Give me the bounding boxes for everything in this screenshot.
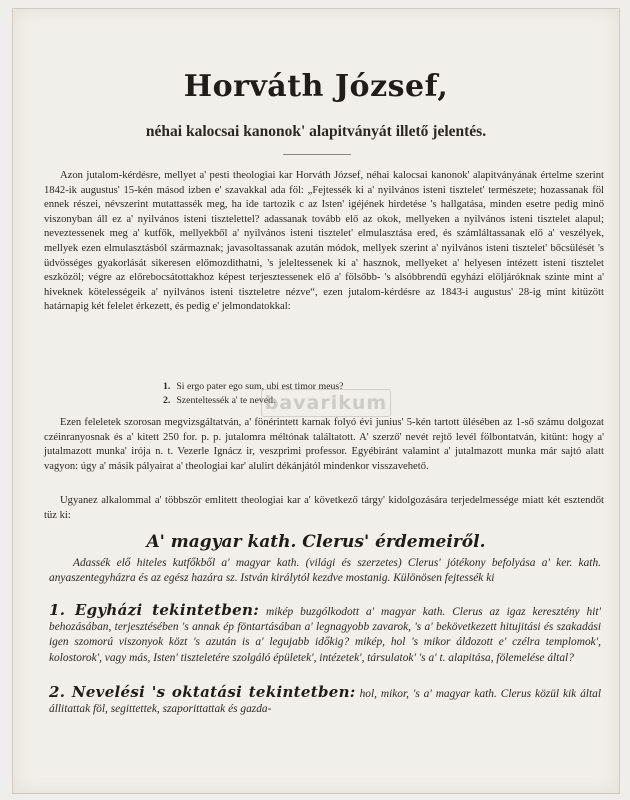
watermark-stamp: bavarikum (261, 389, 391, 417)
motto-number: 2. (163, 395, 171, 406)
topic-heading: A' magyar kath. Clerus' érdemeiről. (146, 532, 486, 552)
motto-item (163, 395, 276, 406)
document-page (12, 8, 620, 794)
section-1-heading: 1. Egyházi tekintetben: (49, 601, 260, 619)
paragraph-result: Ezen feleletek szorosan megvizsgáltatván, a' fönérintett karnak folyó évi junius' 5-kén tartott ülésében az 1-ső számu dolgozat czéinranyosnak és a' kitett 250 for. p. p. jutalomra méltónak találtatott. A' szerző' nevét rejtő levél fölbontatván, kitünt: hogy a' jutalmazott munka' irója n. t. Vezerle Ignácz ir, veszprimi professor. Egyébiránt valamint a' jutalmazott munka már sajtó alatt vagyon: úgy a' másik pályairat a' theologiai kar' alulirt dékánjától mindenkor visszavehető. (44, 417, 604, 472)
section-education (49, 685, 601, 717)
section-2-heading: 2. Nevelési 's oktatási tekintetben: (49, 683, 356, 701)
motto-text: Si ergo pater ego sum, ubi est timor meus? (176, 381, 344, 392)
motto-text: Szenteltessék a' te neved. (176, 395, 276, 406)
title-divider (283, 154, 351, 155)
document-title: Horváth József, (183, 69, 449, 104)
document-subtitle: néhai kalocsai kanonok' alapitványát illető jelentés. (145, 123, 487, 140)
section-ecclesiastical (49, 603, 601, 666)
paragraph-question: Azon jutalom-kérdésre, mellyet a' pesti theologiai kar Horváth József, néhai kalocsai kanonok' alapitványának értelme szerint 1842-ik augustus' 15-kén másod izben e' szavakkal ada föl: „Fejtessék ki a' nyilvános isteni tisztelet' természete; hozassanak föl ennek részei, névszerint mutattassék meg, ha ide tartozik c az Isten' igéjének hirdetése 's hallgatása, minden esetre pedig minő viszonyban áll ez a' nyilvános isteni tisztelettel? adassanak tovább elő az okok, mellyeken a nyilvános isteni tisztelet alapul; neveztessenek meg a' kutfők, mellyekből a' nyilvános isteni tisztelet' elmulasztása ered, és számláltassanak elő a' veszélyek, mellyek ezen elmulasztásból származnak; javasoltassanak azután módok, mellyek szerint a' nyilvános isteni tisztelet' bőcsülését 's üdvösséges gyakorlását sikeresen előmozdithatni, 's jeleltessenek ki a' hasznok, mellyeket a' helyesen intézett isteni tisztelet eszközöl; végre az előrebocsátottakhoz képest terjesztessenek elő a' fölsőbb- 's alsóbbrendű egyházi elöljáróknak szinte mint a' hiveknek kötelességeik a' nyilvános isteni tiszteletre nézve“, ezen jutalom-kérdésre az 1843-i augustus' 28-ig mint kitüzött határnapig két felelet érkezett, és pedig e' jelmondatokkal: (44, 170, 604, 313)
paragraph-new-topic: Ugyanez alkalommal a' többször emlitett theologiai kar a' következő tárgy' kidolgozására terjedelmessége miatt két esztendőt tüz ki: (44, 495, 604, 521)
topic-intro: Adassék elő hiteles kutfőkből a' magyar kath. (világi és szerzetes) Clerus' jótékony befolyása a' ker. kath. anyaszentegyházra és az egész hazára sz. István királytól kezdve mostanig. Különösen fejtessék ki (49, 557, 601, 585)
motto-number: 1. (163, 381, 171, 392)
section-1-text: mikép buzgólkodott a' magyar kath. Clerus az igaz keresztény hit' behozásában, terjesztésében 's annak ép föntartásában a' legnagyobb zavarok, 's a' bekövetkezett hitujitási és szakadási igen szomorú viszonyok közt 's azután is a' legujabb időkig? mikép, hol 's mikor áldozott e' czélra templomok', kolostorok', vagy más, Isten' tiszteletére szolgáló épületek', intézetek', társulatok' 's a' t. alapitása, fölemelése által? (49, 606, 601, 664)
section-2-text: hol, mikor, 's a' magyar kath. Clerus közül kik által állitattak föl, segittettek, szaporittattak és gazda- (49, 688, 601, 716)
